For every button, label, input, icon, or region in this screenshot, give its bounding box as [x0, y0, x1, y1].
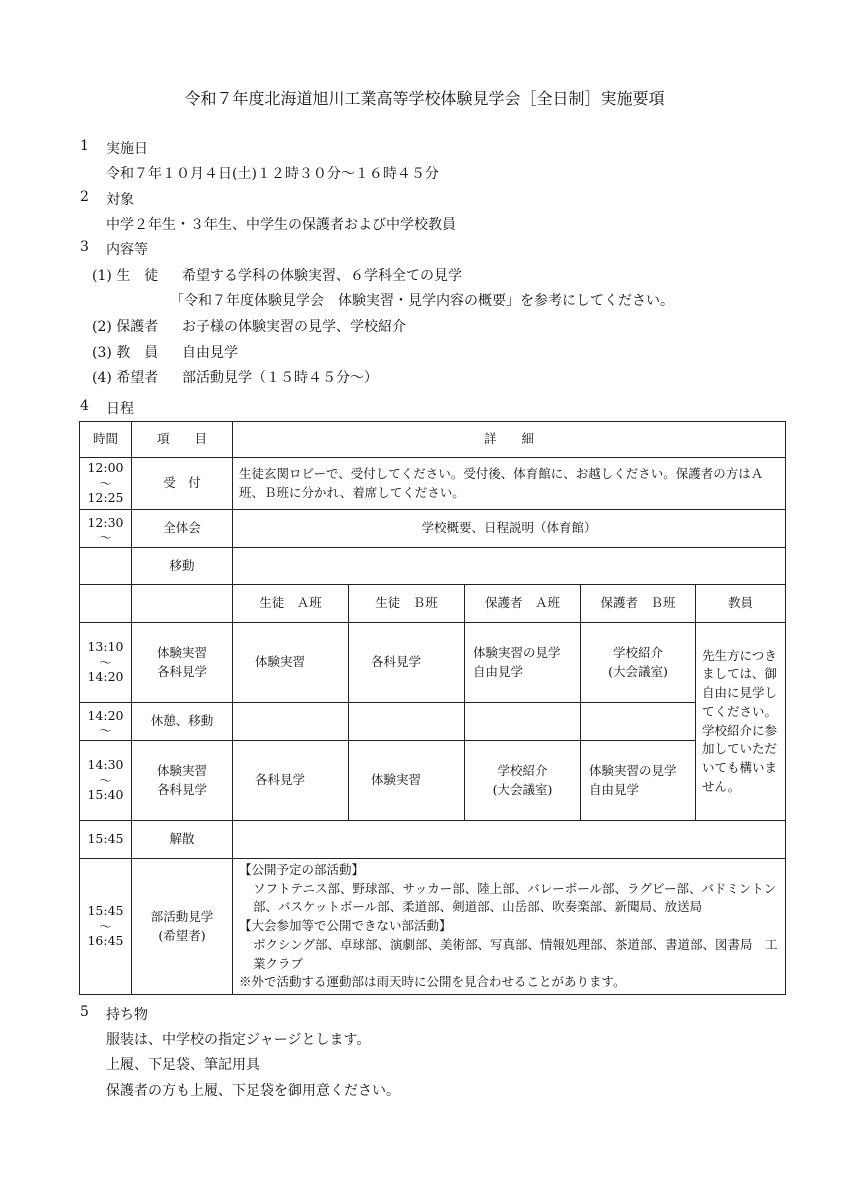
student-b-cell: 各科見学 — [349, 623, 465, 703]
belongings-line: 保護者の方も上履、下足袋を御用意ください。 — [106, 1083, 400, 1099]
clubs-detail-cell — [233, 859, 786, 995]
table-row — [80, 741, 786, 821]
header-item: 項 目 — [132, 422, 233, 458]
cell-line: 学校紹介 — [612, 644, 663, 660]
parent-a-cell — [465, 741, 581, 821]
closed-clubs-heading: 【大会参加等で公開できない部活動】 — [239, 918, 452, 934]
section-5-number: 5 — [80, 1004, 89, 1020]
cell-line: 体験実習の見学 — [589, 762, 677, 778]
time-start: 14:30 — [87, 757, 124, 773]
belongings-line: 上履、下足袋、筆記用具 — [106, 1057, 260, 1073]
time-cell — [80, 510, 132, 548]
item-cell — [132, 623, 233, 703]
section-5-title: 持ち物 — [106, 1007, 148, 1023]
item-line: 部活動見学 — [150, 908, 214, 924]
time-cell — [80, 703, 132, 741]
time-cell — [80, 585, 132, 623]
cell-line: 学校紹介 — [497, 762, 548, 778]
time-cell — [80, 623, 132, 703]
group-student-a: 生徒 Ａ班 — [233, 585, 349, 623]
section-4-title: 日程 — [106, 401, 134, 417]
wave-mark: ～ — [99, 530, 112, 546]
empty-cell — [349, 703, 465, 741]
item-cell — [132, 741, 233, 821]
schedule-table — [79, 421, 786, 995]
section-2-number: 2 — [80, 189, 89, 205]
time-start: 12:30 — [87, 514, 124, 530]
content-item-text: 自由見学 — [182, 345, 238, 361]
time-end: 15:40 — [87, 787, 124, 803]
time-cell — [80, 741, 132, 821]
header-detail: 詳 細 — [233, 422, 786, 458]
item-cell: 移動 — [132, 548, 233, 585]
content-item-text: お子様の体験実習の見学、学校紹介 — [182, 319, 406, 335]
group-header-row — [80, 585, 786, 623]
wave-mark: ～ — [99, 723, 112, 739]
item-line: 各科見学 — [156, 663, 207, 679]
parent-b-cell — [581, 741, 696, 821]
table-row — [80, 703, 786, 741]
wave-mark: ～ — [99, 918, 112, 934]
item-cell: 休憩、移動 — [132, 703, 233, 741]
item-line: (希望者) — [158, 927, 206, 943]
content-item-label: (2) 保護者 — [92, 319, 159, 335]
wave-mark: ～ — [99, 654, 112, 670]
section-2-title: 対象 — [106, 192, 134, 208]
page-title: 令和７年度北海道旭川工業高等学校体験見学会［全日制］実施要項 — [184, 89, 665, 108]
table-row — [80, 623, 786, 703]
empty-cell — [233, 703, 349, 741]
item-line: 各科見学 — [156, 781, 207, 797]
item-cell: 解散 — [132, 821, 233, 859]
cell-line: 体験実習の見学 — [473, 644, 561, 660]
header-time: 時間 — [80, 422, 132, 458]
item-cell: 受 付 — [132, 458, 233, 510]
empty-cell — [581, 703, 696, 741]
rain-note: ※外で活動する運動部は雨天時に公開を見合わせることがあります。 — [239, 974, 626, 990]
cell-line: 自由見学 — [589, 781, 640, 797]
parent-b-cell — [581, 623, 696, 703]
section-3-title: 内容等 — [106, 242, 148, 258]
table-row — [80, 821, 786, 859]
group-parent-b: 保護者 Ｂ班 — [581, 585, 696, 623]
teachers-note: 先生方につきましては、御自由に見学してください。学校紹介に参加していただいても構いません。 — [696, 623, 786, 821]
section-4-number: 4 — [80, 398, 89, 414]
content-item-text: 部活動見学（１５時４５分～） — [182, 370, 378, 386]
item-line: 体験実習 — [156, 644, 207, 660]
open-clubs-heading: 【公開予定の部活動】 — [239, 861, 365, 877]
cell-line: 自由見学 — [473, 663, 524, 679]
cell-line: (大会議室) — [608, 663, 668, 679]
content-item-label: (1) 生 徒 — [92, 268, 159, 284]
time-start: 12:00 — [87, 460, 124, 476]
item-cell — [132, 585, 233, 623]
event-date: 令和７年１０月４日(土)１２時３０分～１６時４５分 — [106, 166, 439, 182]
empty-cell — [465, 703, 581, 741]
student-a-cell: 各科見学 — [233, 741, 349, 821]
cell-line: (大会議室) — [492, 781, 553, 797]
content-item-text: 希望する学科の体験実習、６学科全ての見学 — [182, 268, 462, 284]
wave-mark: ～ — [99, 772, 112, 788]
target-audience: 中学２年生・３年生、中学生の保護者および中学校教員 — [106, 217, 456, 233]
content-item-label: (4) 希望者 — [92, 370, 159, 386]
detail-cell — [233, 821, 786, 859]
time-cell — [80, 859, 132, 995]
group-student-b: 生徒 Ｂ班 — [349, 585, 465, 623]
parent-a-cell — [465, 623, 581, 703]
section-1-number: 1 — [80, 138, 89, 154]
table-row — [80, 510, 786, 548]
group-parent-a: 保護者 Ａ班 — [465, 585, 581, 623]
table-header-row — [80, 422, 786, 458]
time-start: 13:10 — [87, 639, 124, 655]
student-a-cell: 体験実習 — [233, 623, 349, 703]
detail-cell: 生徒玄関ロビーで、受付してください。受付後、体育館に、お越しください。保護者の方はＡ班、Ｂ班に分かれ、着席してください。 — [233, 458, 786, 510]
closed-clubs-list: ボクシング部、卓球部、演劇部、美術部、写真部、情報処理部、茶道部、書道部、図書局 工業クラブ — [253, 936, 778, 971]
content-item-label: (3) 教 員 — [92, 345, 159, 361]
time-end: 12:25 — [87, 490, 124, 506]
time-end: 14:20 — [87, 669, 124, 685]
time-start: 15:45 — [87, 903, 124, 919]
item-cell — [132, 859, 233, 995]
table-row — [80, 859, 786, 995]
wave-mark: ～ — [99, 475, 112, 491]
section-3-number: 3 — [80, 239, 89, 255]
item-line: 体験実習 — [156, 762, 207, 778]
table-row — [80, 458, 786, 510]
group-teachers: 教員 — [696, 585, 786, 623]
item-cell: 全体会 — [132, 510, 233, 548]
table-row — [80, 548, 786, 585]
time-end: 16:45 — [87, 933, 124, 949]
detail-cell: 学校概要、日程説明（体育館） — [233, 510, 786, 548]
belongings-line: 服装は、中学校の指定ジャージとします。 — [106, 1032, 371, 1048]
time-cell — [80, 548, 132, 585]
open-clubs-list: ソフトテニス部、野球部、サッカー部、陸上部、バレーボール部、ラグビー部、バドミントン部、バスケットボール部、柔道部、剣道部、山岳部、吹奏楽部、新聞局、放送局 — [253, 880, 777, 915]
detail-cell — [233, 548, 786, 585]
time-cell — [80, 458, 132, 510]
student-b-cell: 体験実習 — [349, 741, 465, 821]
content-item-text: 「令和７年度体験見学会 体験実習・見学内容の概要」を参考にしてください。 — [170, 293, 674, 309]
time-start: 14:20 — [87, 707, 124, 723]
time-cell: 15:45 — [80, 821, 132, 859]
section-1-title: 実施日 — [106, 141, 148, 157]
